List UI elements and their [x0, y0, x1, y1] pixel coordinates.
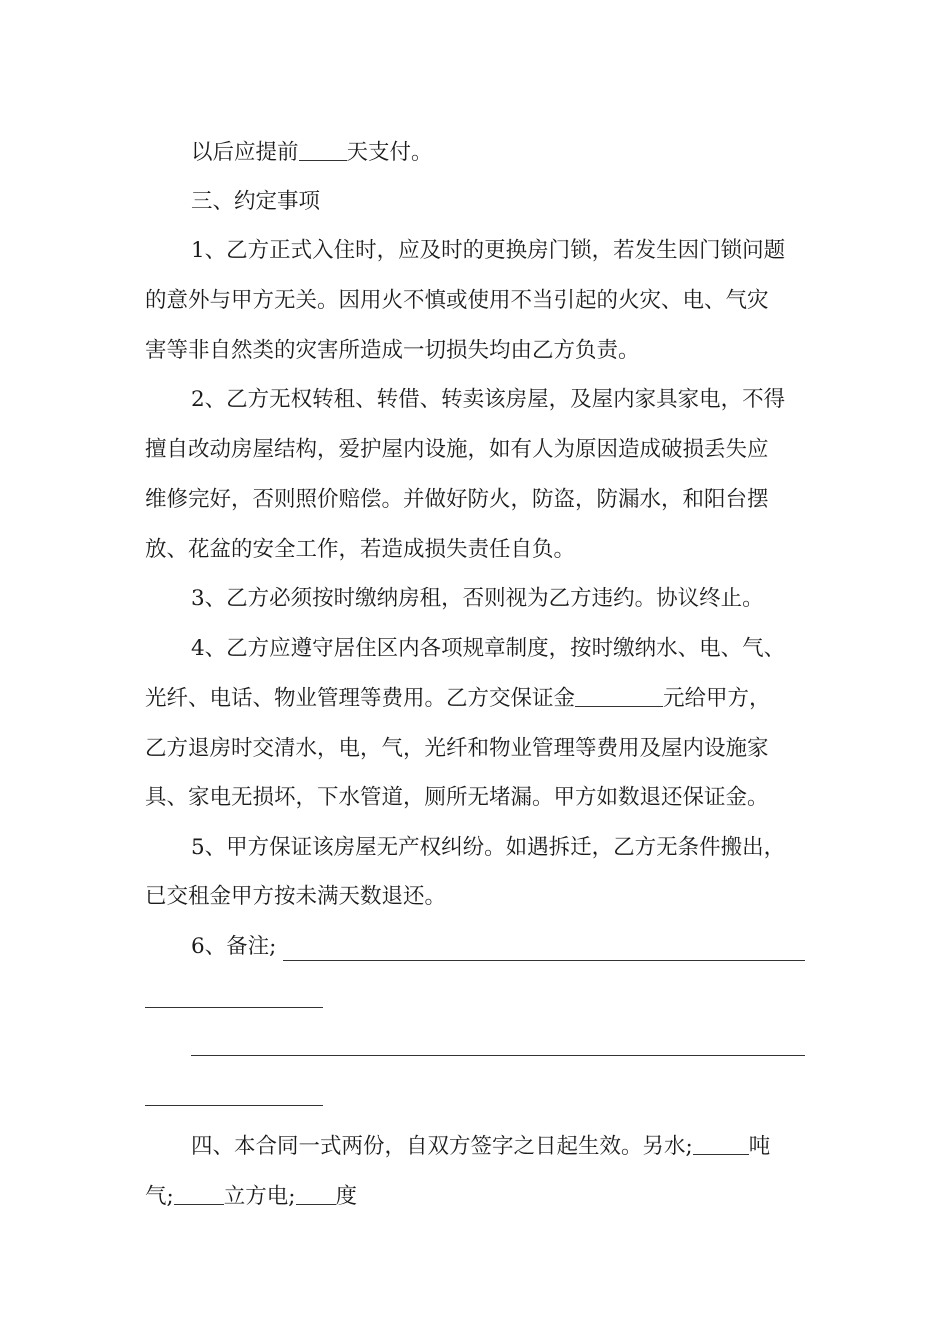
item-3-line: 3、乙方必须按时缴纳房租，否则视为乙方违约。协议终止。	[191, 586, 764, 611]
item-2-line: 放、花盆的安全工作，若造成损失责任自负。	[145, 537, 576, 562]
section-3-heading: 三、约定事项	[191, 189, 321, 214]
payment-advance-line: 以后应提前 天支付。	[191, 140, 433, 165]
item-4-line: 具、家电无损坏，下水管道，厕所无堵漏。甲方如数退还保证金。	[145, 785, 769, 810]
item-6-remarks-label: 6、备注;	[191, 934, 277, 959]
item-2-line: 擅自改动房屋结构，爱护屋内设施，如有人为原因造成破损丢失应	[145, 437, 769, 462]
item-4-line: 光纤、电话、物业管理等费用。乙方交保证金 元给甲方，	[145, 686, 771, 711]
remarks-rule	[145, 1007, 323, 1008]
deposit-amount-blank	[575, 688, 663, 707]
item-1-line: 1、乙方正式入住时，应及时的更换房门锁，若发生因门锁问题	[191, 238, 786, 263]
remarks-rule	[145, 1105, 323, 1106]
section-4-line: 气; 立方电; 度	[145, 1184, 358, 1209]
gas-blank	[174, 1186, 224, 1205]
item-2-line: 维修完好，否则照价赔偿。并做好防火，防盗，防漏水，和阳台摆	[145, 487, 769, 512]
item-2-line: 2、乙方无权转租、转借、转卖该房屋，及屋内家具家电，不得	[191, 387, 786, 412]
item-4-line: 乙方退房时交清水，电，气，光纤和物业管理等费用及屋内设施家	[145, 736, 769, 761]
item-5-line: 已交租金甲方按未满天数退还。	[145, 884, 447, 909]
item-1-line: 害等非自然类的灾害所造成一切损失均由乙方负责。	[145, 338, 640, 363]
electricity-blank	[296, 1186, 336, 1205]
days-blank	[299, 142, 347, 161]
remarks-rule	[283, 960, 805, 961]
remarks-rule	[191, 1055, 805, 1056]
item-1-line: 的意外与甲方无关。因用火不慎或使用不当引起的火灾、电、气灾	[145, 288, 769, 313]
item-5-line: 5、甲方保证该房屋无产权纠纷。如遇拆迁，乙方无条件搬出，	[191, 835, 786, 860]
water-blank	[693, 1136, 749, 1155]
section-4-line: 四、本合同一式两份，自双方签字之日起生效。另水; 吨	[191, 1134, 771, 1159]
item-4-line: 4、乙方应遵守居住区内各项规章制度，按时缴纳水、电、气、	[191, 636, 786, 661]
